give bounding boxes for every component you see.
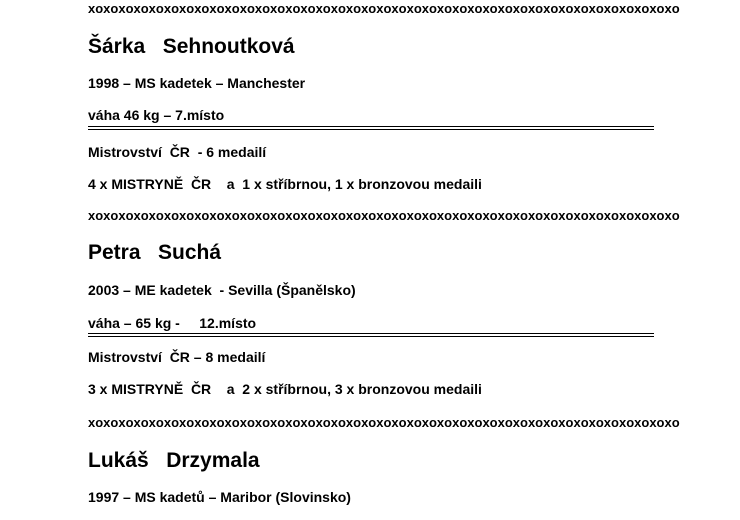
national-medals-line: Mistrovství ČR - 6 medailí [88,144,267,160]
double-rule [88,126,654,130]
separator-line: xoxoxoxoxoxoxoxoxoxoxoxoxoxoxoxoxoxoxoxoxoxoxoxoxoxoxoxoxoxoxoxoxoxoxoxoxoxoxo [88,208,680,223]
athlete-name: Šárka Sehnoutková [88,35,295,58]
separator-line: xoxoxoxoxoxoxoxoxoxoxoxoxoxoxoxoxoxoxoxoxoxoxoxoxoxoxoxoxoxoxoxoxoxoxoxoxoxoxo [88,1,680,16]
result-line: váha 46 kg – 7.místo [88,107,225,123]
titles-line: 3 x MISTRYNĚ ČR a 2 x stříbrnou, 3 x bronzovou medaili [88,381,482,397]
separator-line: xoxoxoxoxoxoxoxoxoxoxoxoxoxoxoxoxoxoxoxoxoxoxoxoxoxoxoxoxoxoxoxoxoxoxoxoxoxoxo [88,415,680,430]
athlete-name: Petra Suchá [88,241,222,264]
event-line: 2003 – ME kadetek - Sevilla (Španělsko) [88,282,356,298]
athlete-name: Lukáš Drzymala [88,449,260,472]
titles-line: 4 x MISTRYNĚ ČR a 1 x stříbrnou, 1 x bronzovou medaili [88,176,482,192]
double-rule [88,333,654,337]
national-medals-line: Mistrovství ČR – 8 medailí [88,349,266,365]
event-line: 1997 – MS kadetů – Maribor (Slovinsko) [88,489,351,505]
event-line: 1998 – MS kadetek – Manchester [88,75,306,91]
result-line: váha – 65 kg - 12.místo [88,315,257,331]
